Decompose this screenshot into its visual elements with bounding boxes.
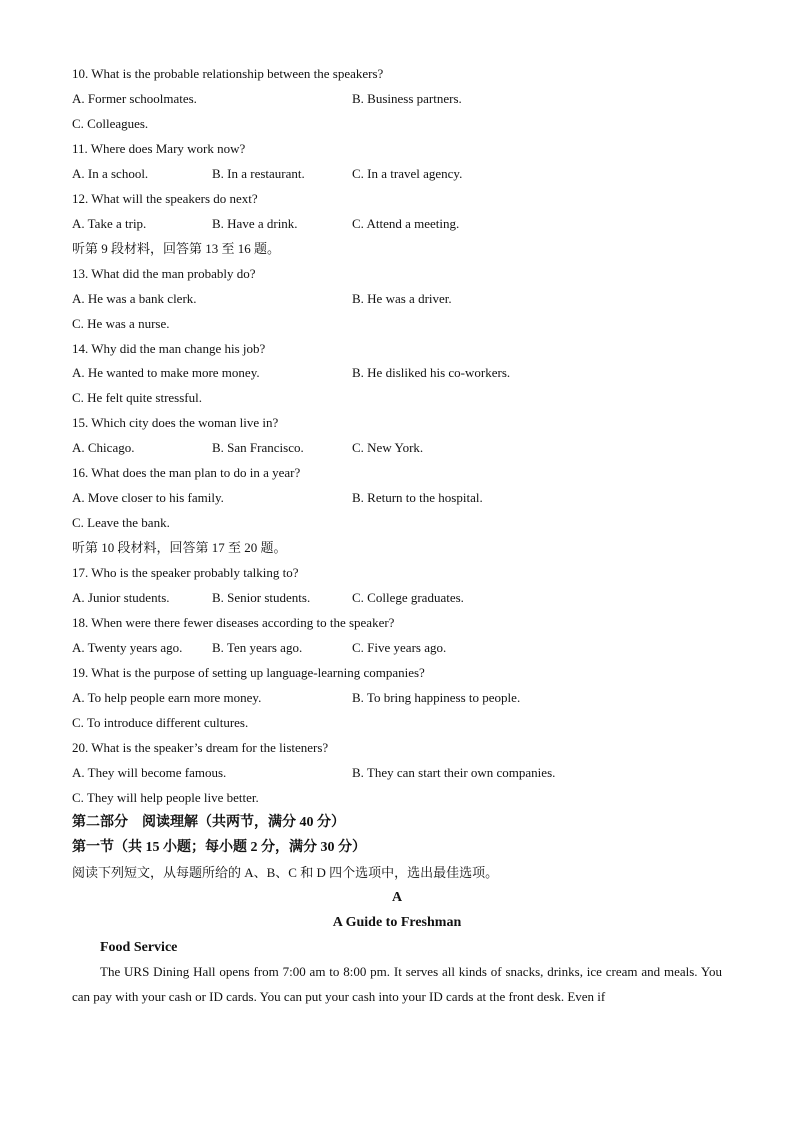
passage-letter: A	[391, 890, 403, 905]
question-12-option-a: A. Take a trip.	[72, 216, 147, 231]
question-13-option-a: A. He was a bank clerk.	[72, 291, 197, 306]
question-12-stem: 12. What will the speakers do next?	[72, 191, 258, 206]
question-14-options-row-1	[72, 360, 672, 385]
passage-subheading: Food Service	[100, 940, 178, 955]
section-1-title: 第一节（共 15 小题；每小题 2 分，满分 30 分）	[72, 840, 366, 855]
question-20-options-row-1	[72, 760, 672, 785]
question-17-option-c: C. College graduates.	[352, 590, 464, 605]
question-16-option-b: B. Return to the hospital.	[352, 490, 483, 505]
instruction-section-9: 听第 9 段材料，回答第 13 至 16 题。	[72, 241, 281, 256]
question-12-options	[72, 211, 672, 236]
question-11-option-b: B. In a restaurant.	[212, 166, 305, 181]
question-14-stem: 14. Why did the man change his job?	[72, 341, 266, 356]
question-18-option-b: B. Ten years ago.	[212, 640, 303, 655]
question-19-options-row-1	[72, 685, 672, 710]
question-16-option-a: A. Move closer to his family.	[72, 490, 224, 505]
reading-directions: 阅读下列短文，从每题所给的 A、B、C 和 D 四个选项中，选出最佳选项。	[72, 865, 499, 880]
question-10-stem: 10. What is the probable relationship between the speakers?	[72, 66, 384, 81]
instruction-section-10: 听第 10 段材料，回答第 17 至 20 题。	[72, 540, 287, 555]
question-20-option-a: A. They will become famous.	[72, 765, 227, 780]
question-20-option-b: B. They can start their own companies.	[352, 765, 556, 780]
question-17-option-b: B. Senior students.	[212, 590, 311, 605]
question-19-option-c: C. To introduce different cultures.	[72, 715, 249, 730]
question-18-options	[72, 635, 672, 660]
question-10-option-b: B. Business partners.	[352, 91, 462, 106]
question-14-option-a: A. He wanted to make more money.	[72, 365, 260, 380]
question-18-option-a: A. Twenty years ago.	[72, 640, 183, 655]
question-16-option-c: C. Leave the bank.	[72, 515, 170, 530]
passage-title: A Guide to Freshman	[332, 915, 462, 930]
question-16-stem: 16. What does the man plan to do in a year?	[72, 465, 301, 480]
question-17-option-a: A. Junior students.	[72, 590, 170, 605]
question-15-option-c: C. New York.	[352, 440, 424, 455]
question-16-options-row-1	[72, 485, 672, 510]
question-19-option-a: A. To help people earn more money.	[72, 690, 262, 705]
question-13-option-c: C. He was a nurse.	[72, 316, 170, 331]
question-10-option-a: A. Former schoolmates.	[72, 91, 197, 106]
question-11-option-c: C. In a travel agency.	[352, 166, 463, 181]
question-19-stem: 19. What is the purpose of setting up language-learning companies?	[72, 665, 425, 680]
question-15-option-b: B. San Francisco.	[212, 440, 304, 455]
question-15-options	[72, 435, 672, 460]
question-14-option-b: B. He disliked his co-workers.	[352, 365, 511, 380]
question-13-options-row-1	[72, 286, 672, 311]
question-11-stem: 11. Where does Mary work now?	[72, 141, 246, 156]
passage-paragraph: The URS Dining Hall opens from 7:00 am to 8:00 pm. It serves all kinds of snacks, drinks, ice cream and meals. You can pay with your cash or ID cards. You can put your cash into your ID cards at the front desk. Even if	[72, 964, 722, 1004]
question-19-option-b: B. To bring happiness to people.	[352, 690, 521, 705]
question-14-option-c: C. He felt quite stressful.	[72, 390, 202, 405]
question-20-stem: 20. What is the speaker’s dream for the listeners?	[72, 740, 329, 755]
question-15-option-a: A. Chicago.	[72, 440, 135, 455]
question-11-option-a: A. In a school.	[72, 166, 149, 181]
question-11-options	[72, 161, 672, 186]
question-13-stem: 13. What did the man probably do?	[72, 266, 256, 281]
question-15-stem: 15. Which city does the woman live in?	[72, 415, 279, 430]
question-17-stem: 17. Who is the speaker probably talking to?	[72, 565, 299, 580]
question-12-option-b: B. Have a drink.	[212, 216, 298, 231]
question-18-stem: 18. When were there fewer diseases according to the speaker?	[72, 615, 395, 630]
question-10-options-row-1	[72, 86, 672, 111]
question-20-option-c: C. They will help people live better.	[72, 790, 259, 805]
part-2-title: 第二部分 阅读理解（共两节，满分 40 分）	[72, 815, 345, 830]
question-18-option-c: C. Five years ago.	[352, 640, 447, 655]
question-12-option-c: C. Attend a meeting.	[352, 216, 460, 231]
question-13-option-b: B. He was a driver.	[352, 291, 452, 306]
question-10-option-c: C. Colleagues.	[72, 116, 149, 131]
question-17-options	[72, 585, 672, 610]
